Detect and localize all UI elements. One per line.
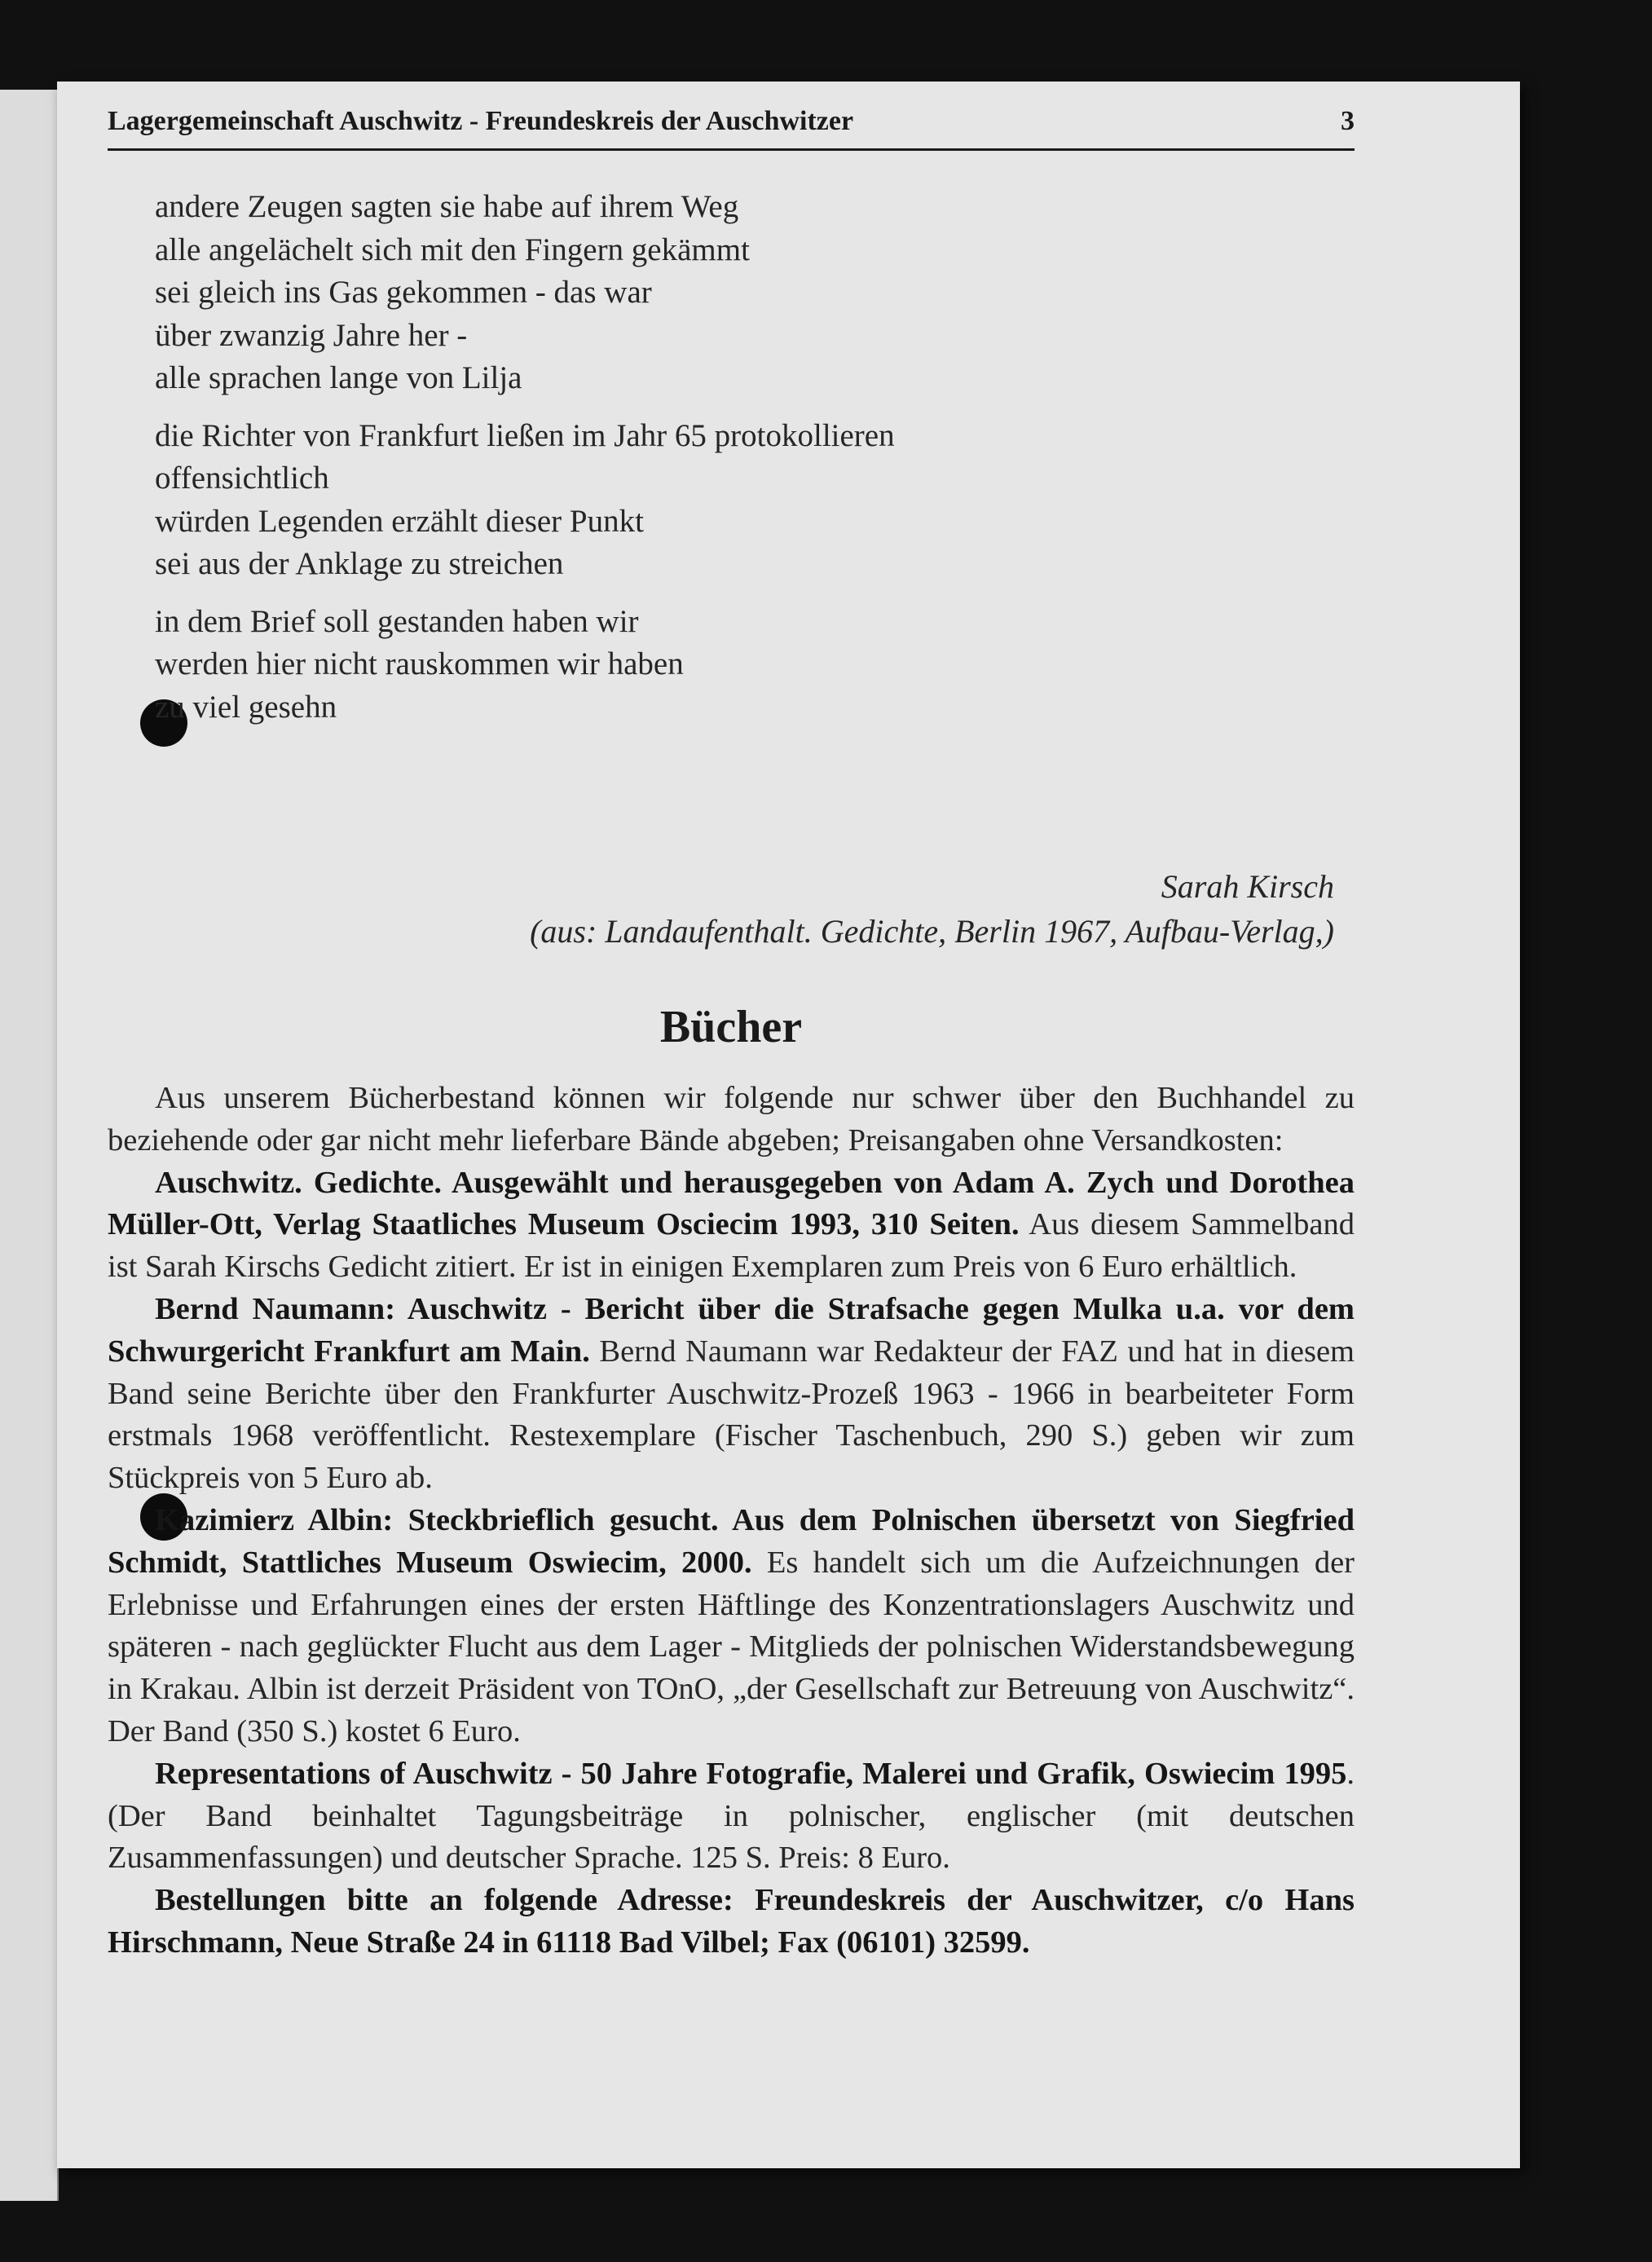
book-paragraph	[108, 1880, 1355, 1964]
adjacent-page-edge	[0, 90, 59, 2201]
book-paragraph	[108, 1078, 1355, 1162]
book-description: Bernd Naumann war Redakteur der FAZ und hat in diesem Band seine Berichte über den Frankfurter Auschwitz-Prozeß 1963 - 1966 in bearbeiteter Form erstmals 1968 veröffentlicht. Restexemplare (Fischer Taschenbuch, 290 S.) geben wir zum Stückpreis von 5 Euro ab.	[108, 1334, 1355, 1496]
header-title: Lagergemeinschaft Auschwitz - Freundeskreis der Auschwitzer	[108, 106, 854, 136]
poem-stanza	[155, 601, 1296, 730]
book-title: Kazimierz Albin: Steckbrieflich gesucht. Aus dem Polnischen übersetzt von Siegfried Schmidt, Stattliches Museum Oswiecim, 2000.	[108, 1502, 1355, 1580]
book-title: Bestellungen bitte an folgende Adresse: Freundeskreis der Auschwitzer, c/o Hans Hirschmann, Neue Straße 24 in 61118 Bad Vilbel; Fax (06101) 32599.	[108, 1883, 1355, 1960]
book-description: Aus unserem Bücherbestand können wir folgende nur schwer über den Buchhandel zu beziehende oder gar nicht mehr lieferbare Bände abgeben; Preisangaben ohne Versandkosten:	[108, 1081, 1355, 1157]
attribution-source: (aus: Landaufenthalt. Gedichte, Berlin 1967, Aufbau-Verlag,)	[530, 913, 1334, 950]
book-paragraph	[108, 1162, 1355, 1289]
poem-line: offensichtlich	[155, 461, 329, 496]
poem-stanza	[155, 186, 1296, 400]
poem-line: würden Legenden erzählt dieser Punkt	[155, 503, 644, 539]
book-description: Aus diesem Sammelband ist Sarah Kirschs Gedicht zitiert. Er ist in einigen Exemplaren zum Preis von 6 Euro erhältlich.	[108, 1207, 1355, 1285]
book-title: Representations of Auschwitz - 50 Jahre Fotografie, Malerei und Grafik, Oswiecim 1995	[155, 1756, 1347, 1791]
book-paragraph	[108, 1289, 1355, 1500]
book-description: . (Der Band beinhaltet Tagungsbeiträge in polnischer, englischer (mit deutschen Zusammenfassungen) und deutscher Sprache. 125 S. Preis: 8 Euro.	[108, 1756, 1355, 1876]
poem	[155, 186, 1296, 743]
poem-line: sei aus der Anklage zu streichen	[155, 546, 564, 581]
page-number: 3	[1341, 106, 1355, 136]
poem-line: andere Zeugen sagten sie habe auf ihrem Weg	[155, 189, 739, 224]
poem-line: werden hier nicht rauskommen wir haben	[155, 646, 684, 681]
book-paragraph	[108, 1500, 1355, 1753]
poem-line: die Richter von Frankfurt ließen im Jahr 65 protokollieren	[155, 417, 895, 453]
poem-line: alle angelächelt sich mit den Fingern gekämmt	[155, 231, 750, 267]
book-list	[108, 1078, 1355, 1964]
poem-line: alle sprachen lange von Lilja	[155, 360, 522, 395]
attribution-author: Sarah Kirsch	[1161, 868, 1334, 905]
book-title: Bernd Naumann: Auschwitz - Bericht über die Strafsache gegen Mulka u.a. vor dem Schwurgericht Frankfurt am Main.	[108, 1291, 1355, 1369]
poem-line: in dem Brief soll gestanden haben wir	[155, 603, 639, 639]
book-description: Es handelt sich um die Aufzeichnungen der Erlebnisse und Erfahrungen eines der ersten Häftlinge des Konzentrationslagers Auschwitz und späteren - nach geglückter Flucht aus dem Lager - Mitglieds der polnischen Widerstandsbewegung in Krakau. Albin ist derzeit Präsident von TOnO, „der Gesellschaft zur Betreuung von Auschwitz“. Der Band (350 S.) kostet 6 Euro.	[108, 1545, 1355, 1748]
poem-stanza	[155, 415, 1296, 586]
poem-line: sei gleich ins Gas gekommen - das war	[155, 275, 652, 310]
header-rule	[108, 148, 1355, 151]
page-header	[108, 106, 1355, 137]
poem-line: zu viel gesehn	[155, 689, 337, 725]
poem-line: über zwanzig Jahre her -	[155, 317, 468, 353]
poem-attribution	[530, 864, 1334, 954]
section-title: Bücher	[659, 1002, 803, 1052]
book-paragraph	[108, 1753, 1355, 1880]
book-title: Auschwitz. Gedichte. Ausgewählt und herausgegeben von Adam A. Zych und Dorothea Müller-Ott, Verlag Staatliches Museum Osciecim 1993, 310 Seiten.	[108, 1165, 1355, 1242]
